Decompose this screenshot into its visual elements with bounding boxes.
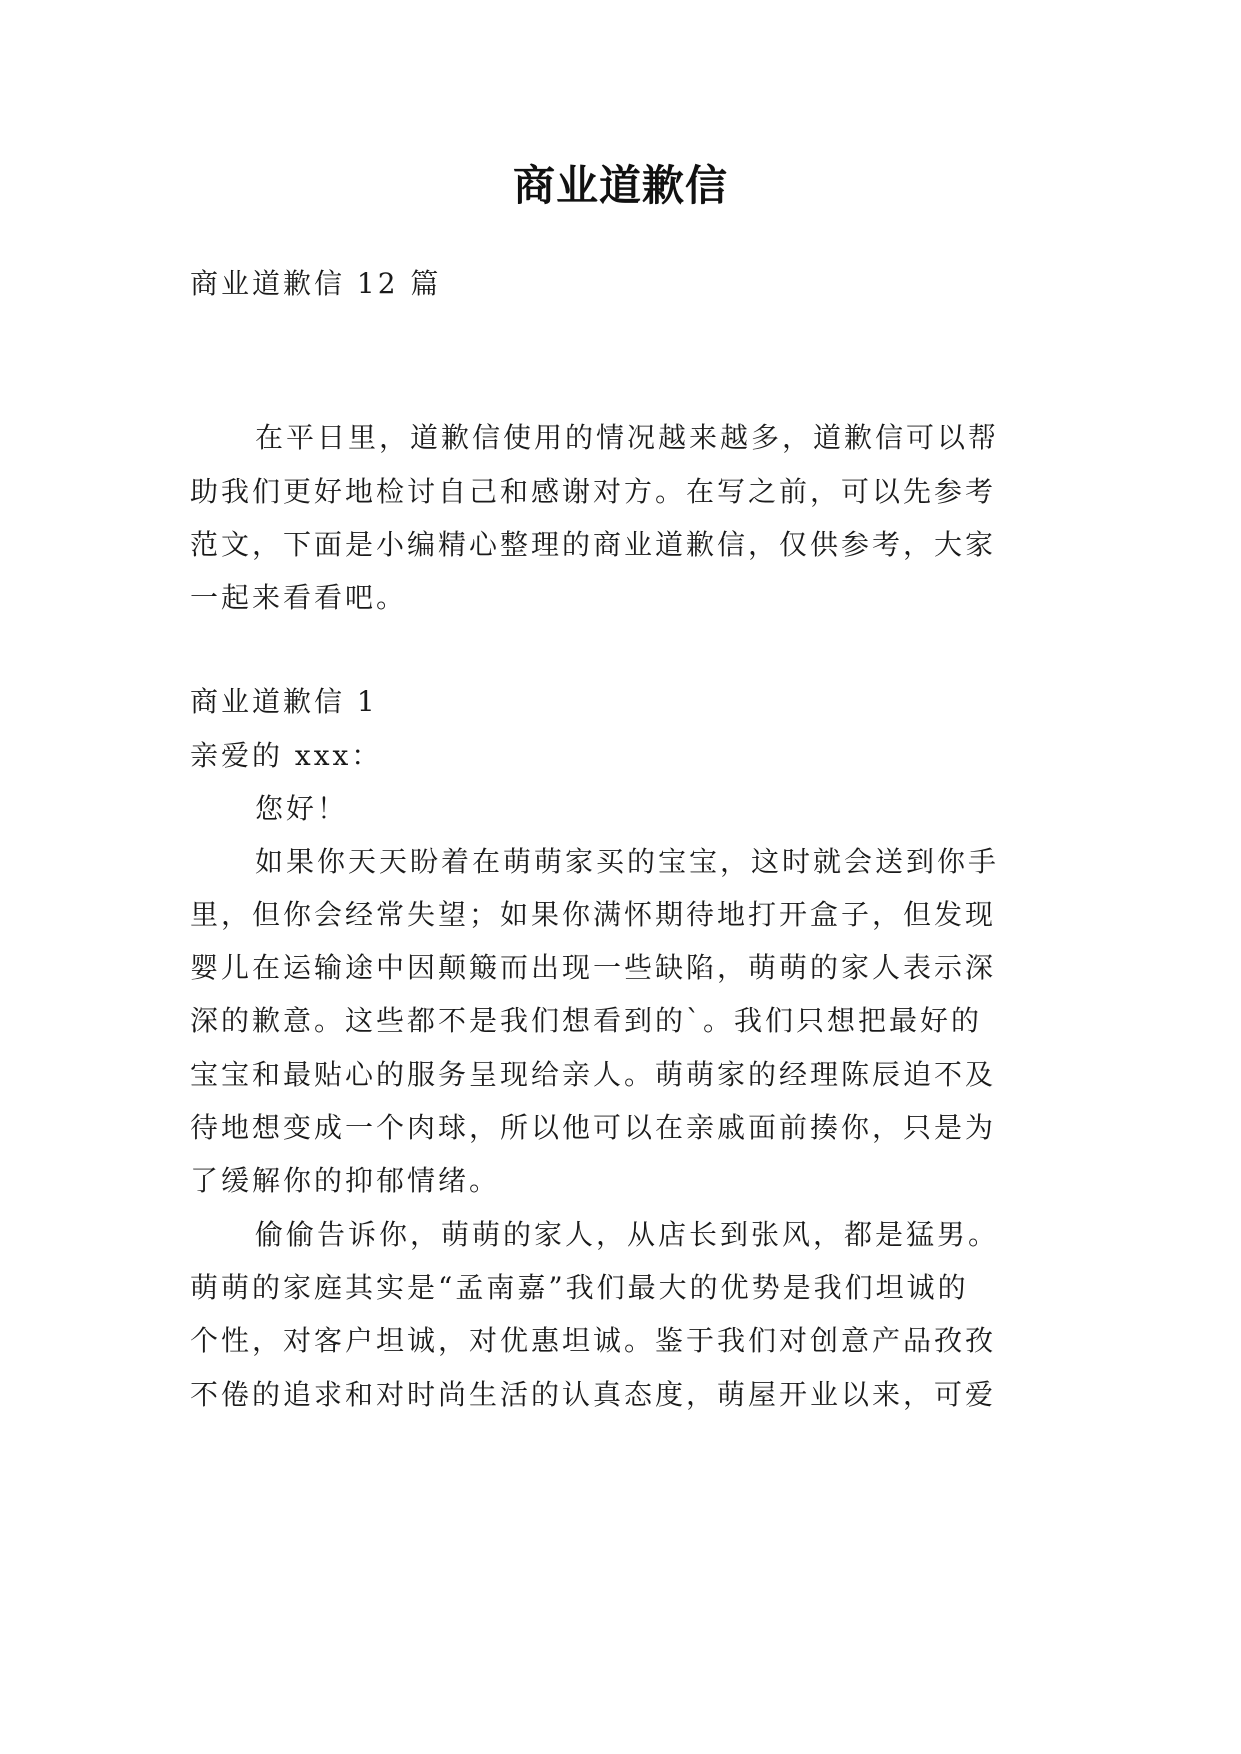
intro-line: 助我们更好地检讨自己和感谢对方。在写之前，可以先参考 — [190, 475, 997, 508]
paragraph-line: 深的歉意。这些都不是我们想看到的`。我们只想把最好的 — [190, 1004, 983, 1037]
paragraph-line: 萌萌的家庭其实是“孟南嘉”我们最大的优势是我们坦诚的 — [190, 1271, 969, 1304]
letter-heading: 商业道歉信 1 — [190, 685, 378, 718]
paragraph-line: 了缓解你的抑郁情绪。 — [190, 1164, 501, 1197]
intro-line: 一起来看看吧。 — [190, 581, 408, 614]
document-subtitle: 商业道歉信 12 篇 — [190, 267, 442, 300]
intro-line: 在平日里，道歉信使用的情况越来越多，道歉信可以帮 — [255, 421, 1000, 454]
paragraph-line: 不倦的追求和对时尚生活的认真态度，萌屋开业以来，可爱 — [190, 1378, 997, 1411]
paragraph-line: 偷偷告诉你，萌萌的家人，从店长到张风，都是猛男。 — [255, 1218, 1000, 1251]
paragraph-line: 如果你天天盼着在萌萌家买的宝宝，这时就会送到你手 — [255, 845, 1000, 878]
paragraph-line: 宝宝和最贴心的服务呈现给亲人。萌萌家的经理陈辰迫不及 — [190, 1058, 997, 1091]
document-title: 商业道歉信 — [512, 161, 728, 210]
intro-line: 范文，下面是小编精心整理的商业道歉信，仅供参考，大家 — [190, 528, 997, 561]
paragraph-line: 个性，对客户坦诚，对优惠坦诚。鉴于我们对创意产品孜孜 — [190, 1324, 997, 1357]
paragraph-line: 待地想变成一个肉球，所以他可以在亲戚面前揍你，只是为 — [190, 1111, 997, 1144]
paragraph-line: 里，但你会经常失望；如果你满怀期待地打开盒子，但发现 — [190, 898, 997, 931]
letter-greeting: 您好！ — [255, 792, 349, 825]
paragraph-line: 婴儿在运输途中因颠簸而出现一些缺陷，萌萌的家人表示深 — [190, 951, 997, 984]
letter-salutation: 亲爱的 xxx： — [190, 739, 383, 772]
